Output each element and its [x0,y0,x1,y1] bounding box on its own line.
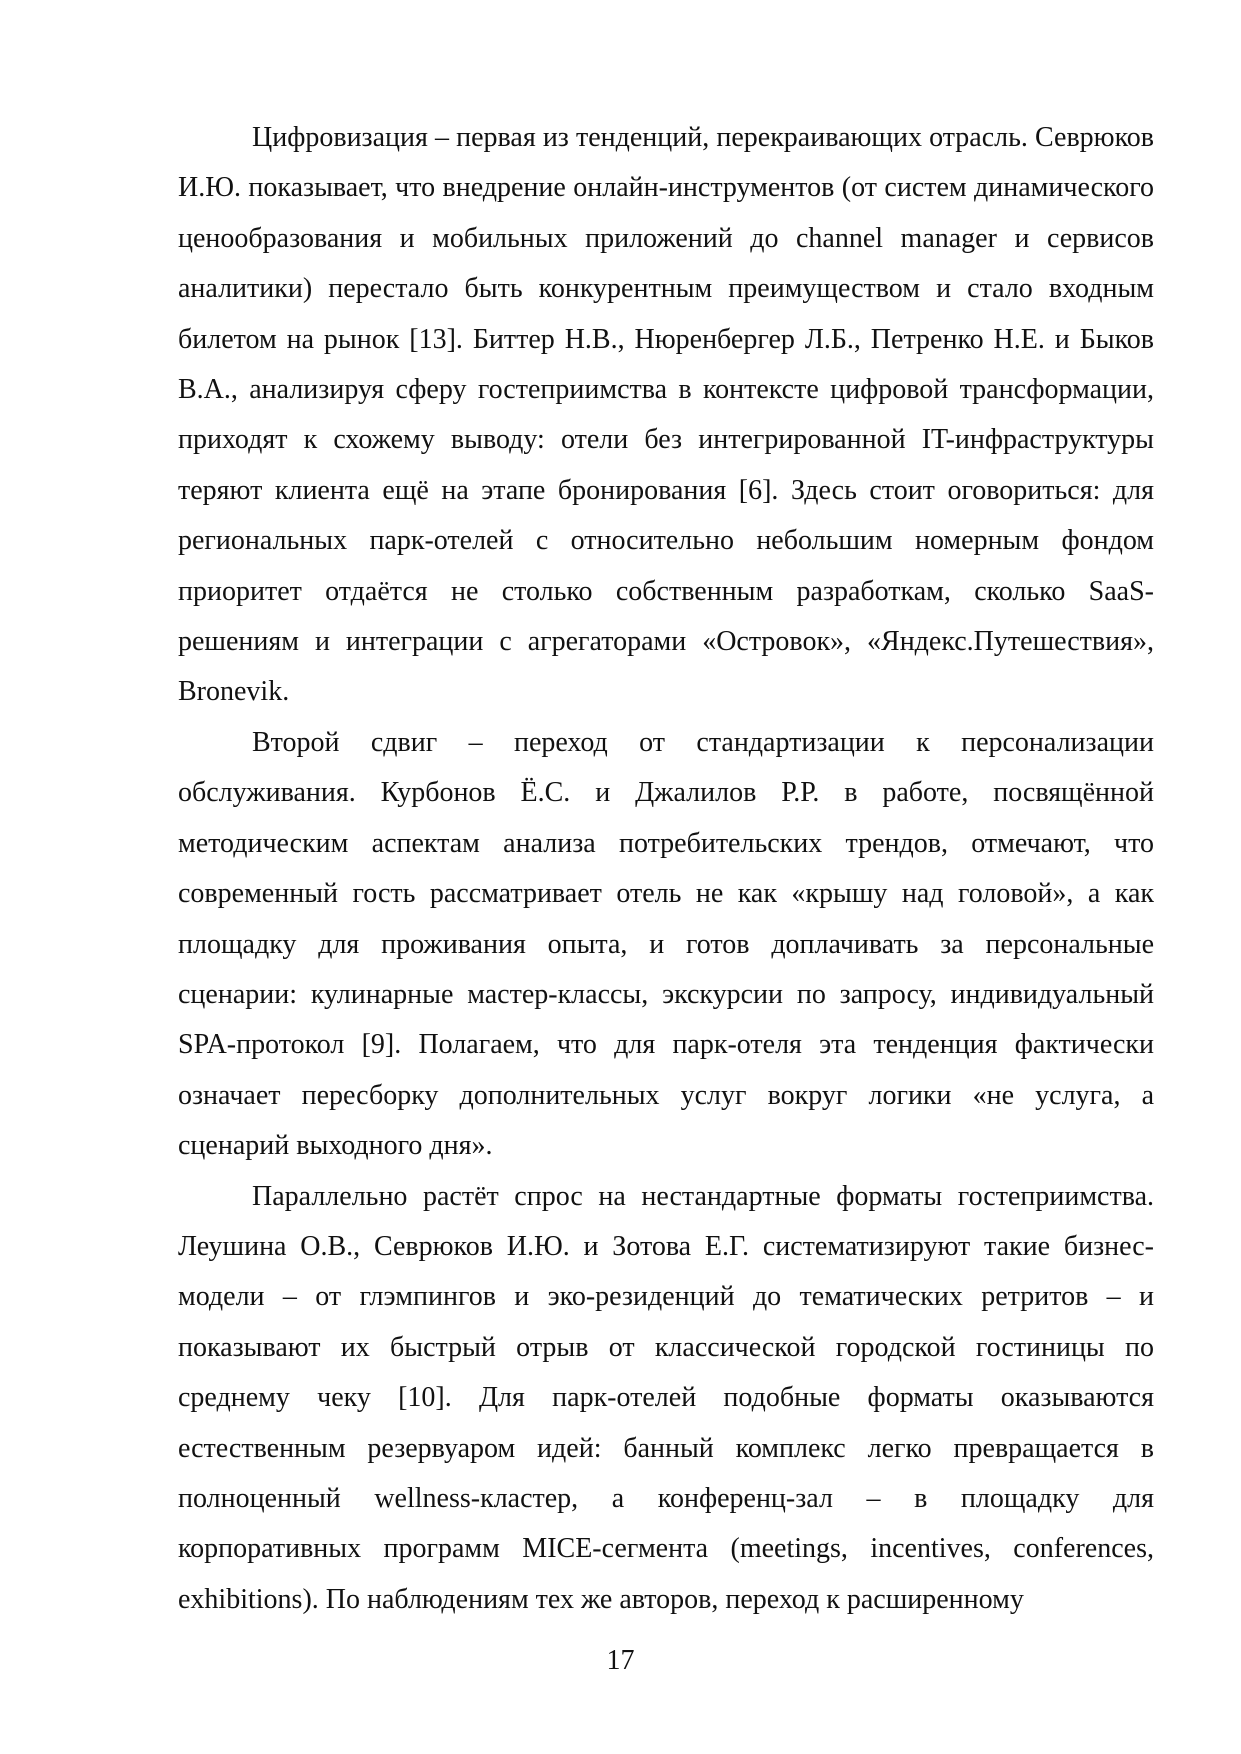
paragraph-digitalization: Цифровизация – первая из тенденций, перекраивающих отрасль. Севрюков И.Ю. показывает, что внедрение онлайн-инструментов (от систем динамического ценообразования и мобильных приложений до channel manager и сервисов аналитики) перестало быть конкурентным преимуществом и стало входным билетом на рынок [13]. Биттер Н.В., Нюренбергер Л.Б., Петренко Н.Е. и Быков В.А., анализируя сферу гостеприимства в контексте цифровой трансформации, приходят к схожему выводу: отели без интегрированной IT-инфраструктуры теряют клиента ещё на этапе бронирования [6]. Здесь стоит оговориться: для региональных парк-отелей с относительно небольшим номерным фондом приоритет отдаётся не столько собственным разработкам, сколько SaaS-решениям и интеграции с агрегаторами «Островок», «Яндекс.Путешествия», Bronevik. [178,122,1154,708]
paragraph-nonstandard-formats: Параллельно растёт спрос на нестандартные форматы гостеприимства. Леушина О.В., Севрюков И.Ю. и Зотова Е.Г. систематизируют такие бизнес-модели – от глэмпингов и эко-резиденций до тематических ретритов – и показывают их быстрый отрыв от классической городской гостиницы по среднему чеку [10]. Для парк-отелей подобные форматы оказываются естественным резервуаром идей: банный комплекс легко превращается в полноценный wellness-кластер, а конференц-зал – в площадку для корпоративных программ MICE-сегмента (meetings, incentives, conferences, exhibitions). По наблюдениям тех же авторов, переход к расширенному [178,1180,1154,1615]
document-body [178,113,1154,1625]
page-number: 17 [606,1645,635,1676]
paragraph-personalization: Второй сдвиг – переход от стандартизации к персонализации обслуживания. Курбонов Ё.С. и Джалилов Р.Р. в работе, посвящённой методическим аспектам анализа потребительских трендов, отмечают, что современный гость рассматривает отель не как «крышу над головой», а как площадку для проживания опыта, и готов доплачивать за персональные сценарии: кулинарные мастер-классы, экскурсии по запросу, индивидуальный SPA-протокол [9]. Полагаем, что для парк-отеля эта тенденция фактически означает пересборку дополнительных услуг вокруг логики «не услуга, а сценарий выходного дня». [178,726,1154,1162]
